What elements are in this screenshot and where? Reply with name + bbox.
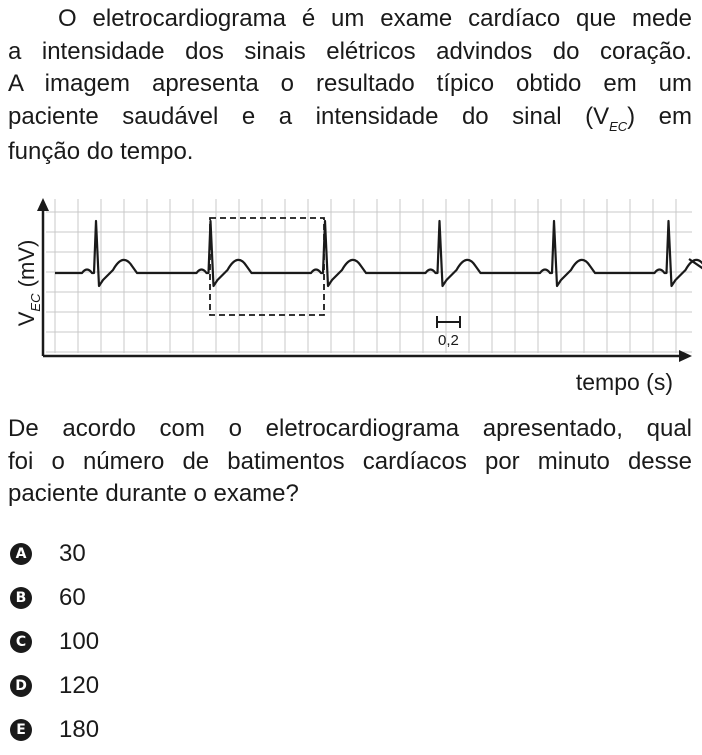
option-b-text: 60: [59, 584, 86, 611]
option-e[interactable]: [10, 715, 210, 745]
scale-bar: [437, 316, 460, 349]
intro-line-5: função do tempo.: [8, 138, 194, 165]
option-a-text: 30: [59, 540, 86, 567]
intro-line-4-end: ) em: [627, 102, 693, 130]
intro-subscript: EC: [609, 118, 628, 134]
y-axis-label-sub: EC: [28, 293, 43, 312]
ecg-trace: [55, 221, 702, 286]
option-c[interactable]: [10, 627, 210, 657]
intro-line-4: [8, 101, 692, 137]
y-axis-label-unit: (mV): [14, 239, 39, 294]
intro-line-4-text: paciente saudável e a intensidade do sinal (V: [8, 102, 610, 130]
period-dashed-box: [210, 218, 324, 315]
option-d-badge: D: [10, 675, 32, 697]
option-a-badge: A: [10, 543, 32, 565]
option-c-badge: C: [10, 631, 32, 653]
ecg-grid: [46, 199, 692, 353]
option-e-badge: E: [10, 719, 32, 741]
option-c-text: 100: [59, 628, 100, 655]
y-axis-label: [14, 240, 43, 327]
option-a[interactable]: [10, 539, 210, 569]
intro-line-2: a intensidade dos sinais elétricos advindos do coração.: [8, 37, 692, 65]
question-paragraph: [8, 413, 692, 511]
option-b-badge: B: [10, 587, 32, 609]
y-axis-arrow-icon: [37, 198, 49, 211]
x-axis-label: tempo (s): [575, 369, 673, 395]
option-d-text: 120: [59, 672, 100, 699]
y-axis-label-main: V: [14, 311, 39, 327]
question-line-2: foi o número de batimentos cardíacos por minuto desse: [8, 447, 692, 475]
ecg-figure: [0, 190, 702, 400]
option-d[interactable]: [10, 671, 210, 701]
option-b[interactable]: [10, 583, 210, 613]
question-line-1: De acordo com o eletrocardiograma apresentado, qual: [8, 415, 692, 442]
scale-bar-label: 0,2: [438, 332, 459, 349]
intro-line-1: O eletrocardiograma é um exame cardíaco que mede: [58, 5, 692, 32]
question-line-3: paciente durante o exame?: [8, 480, 299, 507]
option-e-text: 180: [59, 716, 100, 743]
intro-line-3: A imagem apresenta o resultado típico obtido em um: [8, 70, 692, 97]
intro-paragraph: [8, 3, 692, 169]
